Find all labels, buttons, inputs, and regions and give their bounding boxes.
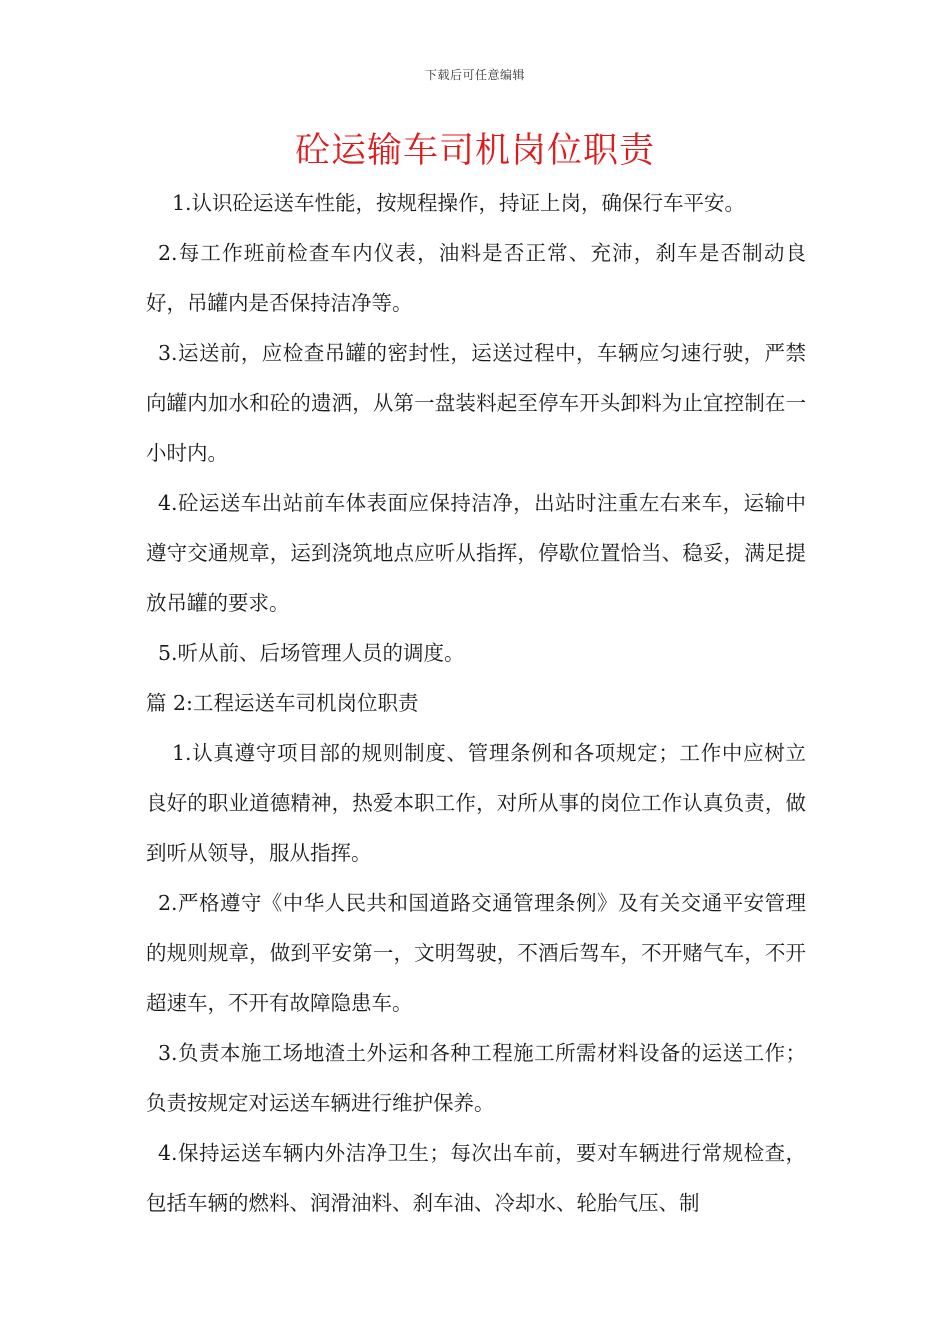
paragraph-9: 4.保持运送车辆内外洁净卫生；每次出车前，要对车辆进行常规检查，包括车辆的燃料、润滑油料、刹车油、冷却水、轮胎气压、制 (146, 1141, 806, 1215)
document-title: 砼运输车司机岗位职责 (294, 131, 655, 171)
paragraph-7: 2.严格遵守《中华人民共和国道路交通管理条例》及有关交通平安管理的规则规章，做到平安第一，文明驾驶，不酒后驾车，不开赌气车，不开超速车，不开有故障隐患车。 (146, 891, 806, 1015)
paragraph-1: 1.认识砼运送车性能，按规程操作，持证上岗，确保行车平安。 (172, 191, 746, 215)
header-note: 下载后可任意编辑 (424, 68, 525, 82)
section-heading: 篇 2:工程运送车司机岗位职责 (146, 691, 419, 715)
paragraph-5: 5.听从前、后场管理人员的调度。 (158, 641, 465, 665)
paragraph-4: 4.砼运送车出站前车体表面应保持洁净，出站时注重左右来车，运输中遵守交通规章，运到浇筑地点应听从指挥，停歇位置恰当、稳妥，满足提放吊罐的要求。 (146, 491, 806, 615)
paragraph-2: 2.每工作班前检查车内仪表，油料是否正常、充沛，刹车是否制动良好，吊罐内是否保持洁净等。 (146, 241, 806, 315)
document-body (146, 178, 806, 1228)
paragraph-6: 1.认真遵守项目部的规则制度、管理条例和各项规定；工作中应树立良好的职业道德精神，热爱本职工作，对所从事的岗位工作认真负责，做到听从领导，服从指挥。 (146, 741, 806, 865)
paragraph-3: 3.运送前，应检查吊罐的密封性，运送过程中，车辆应匀速行驶，严禁向罐内加水和砼的遗洒，从第一盘装料起至停车开头卸料为止宜控制在一小时内。 (146, 341, 806, 465)
paragraph-8: 3.负责本施工场地渣土外运和各种工程施工所需材料设备的运送工作；负责按规定对运送车辆进行维护保养。 (146, 1041, 806, 1115)
